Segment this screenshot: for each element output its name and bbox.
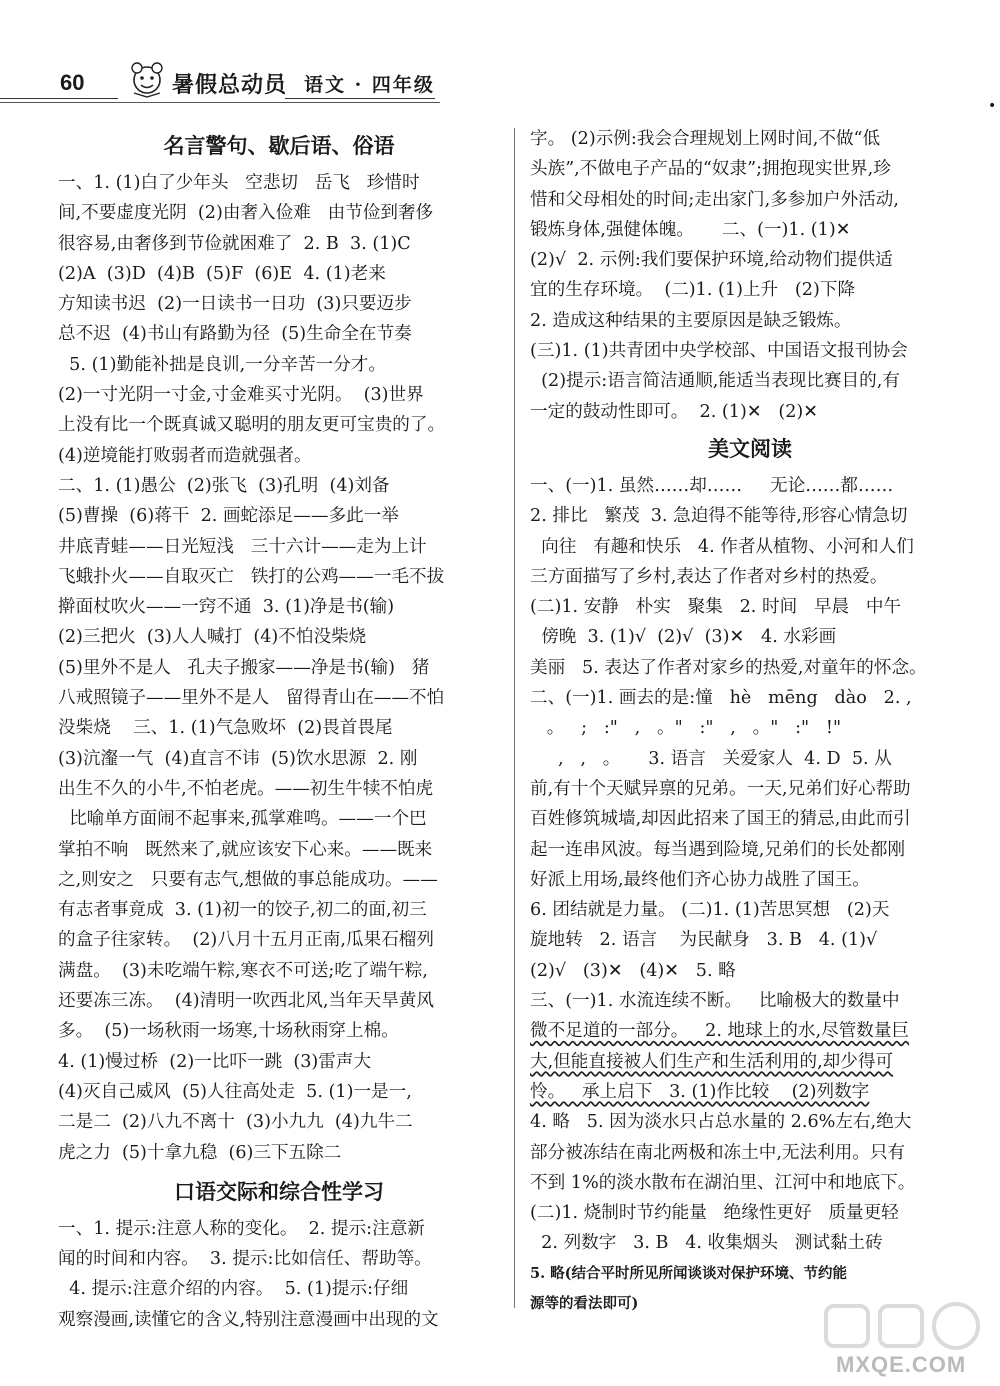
section-title-quotes: 名言警句、歇后语、俗语 [163,134,395,158]
page-number: 60 [60,70,85,95]
text-line: 总不迟 (4)书山有路勤为径 (5)生命全在节奏 [58,324,412,345]
text-line: 字。 (2)示例:我会合理规划上网时间,不做“低 [530,129,881,149]
section-body-reading [530,471,970,1319]
text-line: 惜和父母相处的时间;走出家门,多参加户外活动, [530,189,899,210]
text-line: 一、(一)1. 虽然……却…… 无论……都…… [530,475,894,496]
text-line: (二)1. 烧制时节约能量 绝缘性更好 质量更轻 [530,1203,899,1224]
right-column [530,124,970,1319]
text-line: 4. (1)慢过桥 (2)一比吓一跳 (3)雷声大 [58,1051,372,1072]
text-line: 美丽 5. 表达了作者对家乡的热爱,对童年的怀念。 [530,657,927,678]
text-line: 还要冻三冻。 (4)清明一吹西北风,当年天旱黄风 [58,991,434,1012]
text-line: 一、1. 提示:注意人称的变化。 2. 提示:注意新 [58,1218,425,1239]
text-line: (2)√ 2. 示例:我们要保护环境,给动物们提供适 [530,250,893,271]
text-line: 傍晚 3. (1)√ (2)√ (3)✕ 4. 水彩画 [530,627,837,648]
text-line: (2)一寸光阴一寸金,寸金难买寸光阴。 (3)世界 [58,385,424,406]
text-line: 微不足道的一部分。 2. 地球上的水,尽管数量巨 [530,1021,910,1042]
text-line: 有志者事竟成 3. (1)初一的饺子,初二的面,初三 [58,900,427,921]
text-line: 三、(一)1. 水流连续不断。 比喻极大的数量中 [530,991,900,1012]
text-line: (三)1. (1)共青团中央学校部、中国语文报刊协会 [530,341,908,362]
text-line: 二、(一)1. 画去的是:憧 hè mēng dào 2. , [530,688,912,709]
text-line: 擀面杖吹火——一窍不通 3. (1)净是书(输) [58,597,395,618]
text-line: 二是二 (2)八九不离十 (3)小九九 (4)九牛二 [58,1112,413,1133]
text-line: (二)1. 安静 朴实 聚集 2. 时间 早晨 中午 [530,597,902,618]
text-line: (2)提示:语言简洁通顺,能适当表现比赛目的,有 [530,371,900,392]
text-line: 5. (1)勤能补拙是良训,一分辛苦一分才。 [58,354,386,375]
text-line: 比喻单方面闹不起事来,孤掌难鸣。——一个巴 [58,809,427,830]
book-title: 暑假总动员 [172,73,288,98]
text-line: 三方面描写了乡村,表达了作者对乡村的热爱。 [530,566,888,587]
text-line: 向往 有趣和快乐 4. 作者从植物、小河和人们 [530,536,914,557]
text-line: (2)三把火 (3)人人喊打 (4)不怕没柴烧 [58,627,367,648]
text-line: 很容易,由奢侈到节俭就困难了 2. B 3. (1)C [58,233,411,254]
text-line: (2)A (3)D (4)B (5)F (6)E 4. (1)老来 [58,263,386,284]
text-line: 前,有十个天赋异禀的兄弟。一天,兄弟们好心帮助 [530,778,911,799]
text-line: 2. 列数字 3. B 4. 收集烟头 测试黏土砖 [530,1233,883,1254]
page-header [0,52,1000,114]
section-title-oral: 口语交际和综合性学习 [174,1179,384,1204]
section-body-oral [58,1214,500,1335]
margin-mark: • [988,98,997,114]
text-line: 二、1. (1)愚公 (2)张飞 (3)孔明 (4)刘备 [58,475,390,496]
header-rule [0,98,118,99]
text-line: , , 。 3. 语言 关爱家人 4. D 5. 从 [530,748,892,769]
text-line: 不到 1%的淡水散布在湖泊里、江河中和地底下。 [530,1172,916,1193]
text-line: 源等的看法即可) [530,1294,639,1312]
text-line: 2. 造成这种结果的主要原因是缺乏锻炼。 [530,310,852,331]
text-line: 旋地转 2. 语言 为民献身 3. B 4. (1)√ [530,930,878,951]
text-line: 满盘。 (3)未吃端午粽,寒衣不可送;吃了端午粽, [58,960,428,981]
section-body-quotes [58,168,500,1168]
text-line: 4. 提示:注意介绍的内容。 5. (1)提示:仔细 [58,1279,409,1300]
text-line: 4. 略 5. 因为淡水只占总水量的 2.6%左右,绝大 [530,1112,912,1133]
text-line: 掌拍不响 既然来了,就应该安下心来。——既来 [58,839,433,860]
text-line: 多。 (5)一场秋雨一场寒,十场秋雨穿上棉。 [58,1021,399,1042]
cartoon-mascot-icon [128,60,166,100]
text-line: 虎之力 (5)十拿九稳 (6)三下五除二 [58,1142,342,1163]
text-line: 上没有比一个既真诚又聪明的朋友更可宝贵的了。 [58,415,446,436]
section-title-reading: 美文阅读 [708,436,792,461]
text-line: 之,则安之 只要有志气,想做的事总能成功。—— [58,869,438,890]
text-line: (2)√ (3)✕ (4)✕ 5. 略 [530,960,736,981]
text-line: (4)灭自己威风 (5)人往高处走 5. (1)一是一, [58,1081,412,1102]
text-line: 方知读书迟 (2)一日读书一日功 (3)只要迈步 [58,294,412,315]
text-line: 宜的生存环境。 (二)1. (1)上升 (2)下降 [530,280,856,301]
text-line: (4)逆境能打败弱者而造就强者。 [58,445,312,466]
text-line: 怜。 承上启下 3. (1)作比较 (2)列数字 [530,1081,870,1102]
text-line: 出生不久的小牛,不怕老虎。——初生牛犊不怕虎 [58,778,434,799]
text-line: (5)里外不是人 孔夫子搬家——净是书(输) 猪 [58,657,430,678]
text-line: 好派上用场,最终他们齐心协力战胜了国王。 [530,869,870,890]
watermark-text: MXQE.COM [836,1352,967,1377]
section-body-oral-continued [530,124,970,427]
text-line: 观察漫画,读懂它的含义,特别注意漫画中出现的文 [58,1309,439,1330]
text-line: (5)曹操 (6)蒋干 2. 画蛇添足——多此一举 [58,506,399,527]
text-line: 6. 团结就是力量。 (二)1. (1)苦思冥想 (2)天 [530,900,890,921]
text-line: 。 ; :" , 。" :" , 。" :" !" [530,718,842,739]
text-line: 百姓修筑城墙,却因此招来了国王的猜忌,由此而引 [530,809,911,830]
text-line: 一、1. (1)白了少年头 空悲切 岳飞 珍惜时 [58,173,420,193]
text-line: 的盒子往家转。 (2)八月十五月正南,瓜果石榴列 [58,930,434,951]
text-line: 锻炼身体,强健体魄。 二、(一)1. (1)✕ [530,219,851,240]
text-line: 部分被冻结在南北两极和冻土中,无法利用。只有 [530,1142,906,1163]
text-line: 一定的鼓动性即可。 2. (1)✕ (2)✕ [530,401,819,422]
column-divider [514,128,515,1308]
text-line: 闻的时间和内容。 3. 提示:比如信任、帮助等。 [58,1249,432,1270]
text-line: 2. 排比 繁茂 3. 急迫得不能等待,形容心情急切 [530,506,908,527]
book-subject: 语文 · 四年级 [304,74,435,96]
text-line: 八戒照镜子——里外不是人 留得青山在——不怕 [58,688,445,709]
text-line: 5. 略(结合平时所见所闻谈谈对保护环境、节约能 [530,1264,848,1282]
text-line: (3)沆瀣一气 (4)直言不讳 (5)饮水思源 2. 刚 [58,748,418,769]
text-line: 头族”,不做电子产品的“奴隶”;拥抱现实世界,珍 [530,159,891,180]
text-line: 井底青蛙——日光短浅 三十六计——走为上计 [58,536,427,557]
text-line: 间,不要虚度光阴 (2)由奢入俭难 由节俭到奢侈 [58,203,434,224]
text-line: 没柴烧 三、1. (1)气急败坏 (2)畏首畏尾 [58,718,393,739]
text-line: 飞蛾扑火——自取灭亡 铁打的公鸡——一毛不拔 [58,566,445,587]
header-rule [285,98,435,99]
text-line: 起一连串风波。每当遇到险境,兄弟们的长处都刚 [530,839,906,860]
text-line: 大,但能直接被人们生产和生活利用的,却少得可 [530,1051,894,1072]
header-rule [0,102,440,103]
left-column [58,124,500,1335]
